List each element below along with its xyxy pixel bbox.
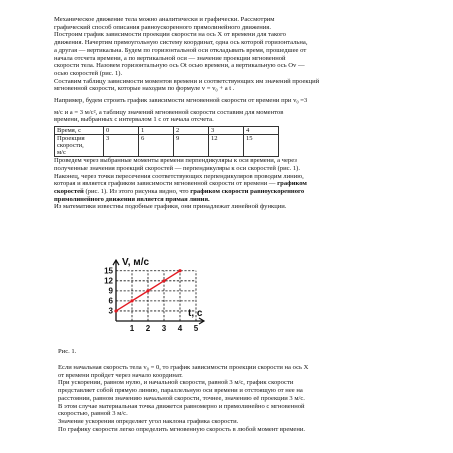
data-point [162,279,165,282]
table-header-cell: Время, с [55,127,104,135]
intro-line: начала отсчета времени, а по вертикальной оси — значение проекции мгновенной [54,54,286,62]
bottom-line: При ускорении, равном нулю, и начальной скорости, равной 3 м/с, график скорости [58,379,294,387]
intro-line: Составим таблицу зависимости моментов времени и соответствующих им значений проекций [54,77,320,85]
data-point [178,269,181,272]
graph-grid [116,271,196,321]
after-table-line [54,196,414,204]
table-cell: 12 [209,135,244,157]
document-body [54,16,414,211]
data-point [130,299,133,302]
bold-text: графиком [277,180,307,188]
x-tick-label: 2 [145,324,151,333]
bottom-line: Если начальная скорость тела v₀ = 0, то график зависимости проекции скорости на ось X [58,364,309,371]
table-label-part: скорости, [57,142,84,150]
intro-line: Механическое движение тела можно аналитически и графически. Рассмотрим [54,16,275,23]
bottom-line: представляет собой прямую линию, параллельную оси времени и отстоящую от нее на [58,387,303,395]
intro-line: осью скоростей (рис. 1). [54,69,123,77]
x-axis-label: t, с [188,308,203,319]
after-table-line [54,188,414,196]
after-table-line: Из математики известны подобные графики, они принадлежат линейной функции. [54,203,287,211]
table-cell: 3 [104,135,139,157]
velocity-graph [94,245,254,337]
velocity-table [54,126,279,157]
x-tick-label: 3 [161,324,167,333]
intro-line: скорости тела. Назовем горизонтальную ось Ot осью времени, а вертикальную ось Ov — [54,62,305,70]
intro-line: движения. Начертим прямоугольную систему координат, одна ось которой горизонтальна, [54,39,308,47]
table-cell: 4 [244,127,279,135]
bold-text: скоростей [54,187,84,195]
intro-line: графический способ описания равноускоренного прямолинейного движения. [54,23,271,31]
y-tick-label: 6 [108,296,113,306]
after-table-line: Проведем через выбранные моменты времени перпендикуляры к оси времени, а через [54,157,297,165]
table-cell: 15 [244,135,279,157]
after-table-line [54,180,414,188]
example-line: времени, выбранных с интервалом 1 с от начала отсчета. [54,116,214,124]
formula-line: мгновенной скорости, которые находим по формуле v = v₀ + a t . [54,85,235,93]
x-tick-label: 1 [129,324,135,333]
x-tick-label: 4 [177,324,183,333]
after-table-line: полученные значения проекций скоростей — перпендикуляры к оси скоростей (рис. 1). [54,164,300,172]
intro-line: а другая — вертикальна. Будем по горизонтальной оси откладывать время, прошедшее от [54,46,307,54]
bottom-line: от времени пройдет через начало координат. [58,371,183,379]
figure-caption: Рис. 1. [58,348,77,355]
table-cell: 2 [174,127,209,135]
table-label-part: Проекция [57,135,85,143]
y-tick-label: 3 [108,306,113,316]
table-cell: 3 [209,127,244,135]
table-row [55,135,279,157]
data-point [146,289,149,292]
bottom-text [58,364,418,433]
text-run: которая и является графиком зависимости мгновенной скорости от времени — [54,180,278,188]
bottom-line: Значение ускорения определяет угол наклона графика скорости. [58,417,239,425]
example-line: м/с и a = 3 м/с², а таблицу значений мгновенной скорости составим для моментов [54,108,284,116]
bottom-line: расстоянии, равном значению начальной скорости, точнее, значению её проекции 3 м/с. [58,394,305,402]
y-tick-label: 12 [104,276,113,286]
table-row [55,127,279,135]
bottom-line: В этом случае материальная точка движется равномерно и прямолинейно с мгновенной [58,402,305,410]
bottom-line: скоростью, равной 3 м/с. [58,410,128,418]
intro-line: Построим график зависимости проекции скорости на ось X от времени для такого [54,31,286,39]
y-axis-label: V, м/с [122,257,150,269]
data-point [114,309,117,312]
bold-text: прямолинейного движения является прямая линия. [54,195,210,203]
table-cell: 9 [174,135,209,157]
text-run: (рис. 1). Из этого рисунка видно, что [83,187,191,195]
y-tick-label: 15 [104,266,113,276]
table-header-cell [55,135,104,157]
example-line: Например, будем строить график зависимости мгновенной скорости от времени при v₀ =3 [54,97,308,105]
table-cell: 0 [104,127,139,135]
table-cell: 1 [139,127,174,135]
table-label-part: м/с [57,149,66,157]
after-table-line: Наконец, через точки пересечения соответствующих перпендикуляров проводим линию, [54,172,304,180]
x-tick-label: 5 [193,324,199,333]
y-tick-label: 9 [108,286,113,296]
table-cell: 6 [139,135,174,157]
graph-ticks [104,266,199,333]
bold-text: графиком скорости равноускоренного [190,187,305,195]
bottom-line: По графику скорости легко определить мгновенную скорость в любой момент времени. [58,425,306,433]
